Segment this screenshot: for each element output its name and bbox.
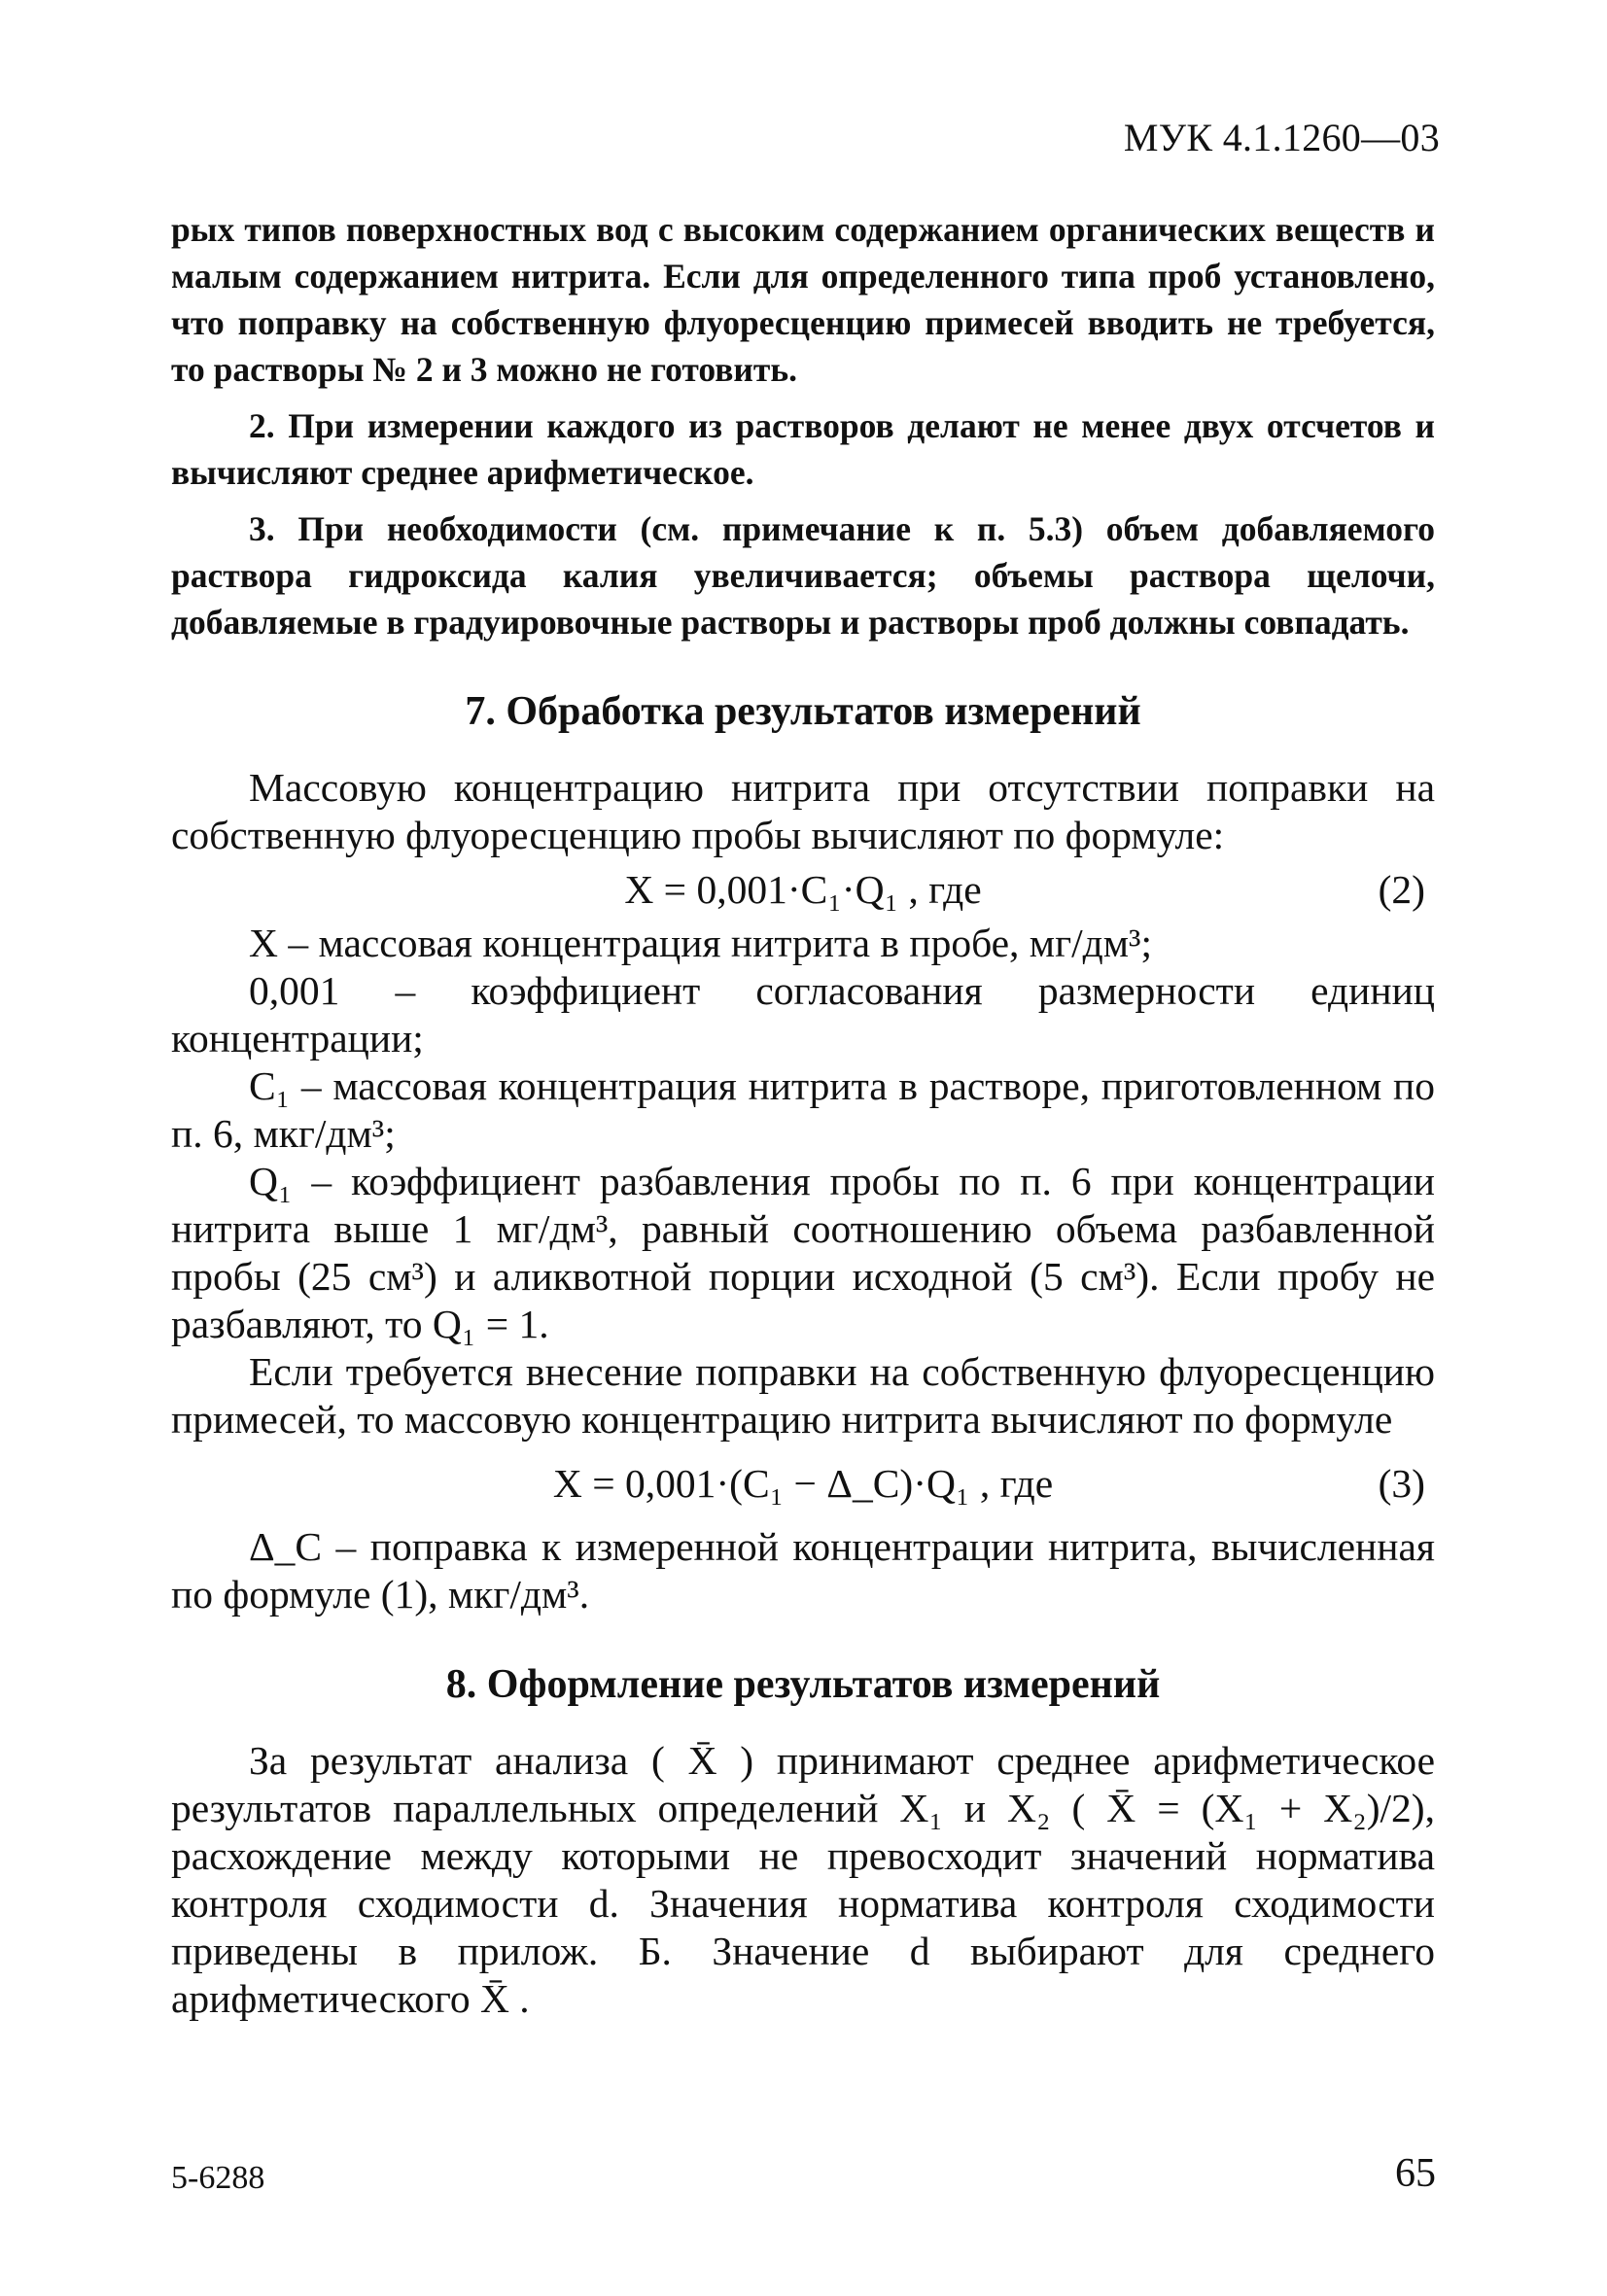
definition-q1: Q₁ – коэффициент разбавления пробы по п. 6 при концентрации нитрита выше 1 мг/дм³, равный соотношению объема разбавленной пробы (25 см³) и аликвотной порции исходной (5 см³). Если пробу не разбавляют, то Q₁ = 1. (171, 1159, 1435, 1346)
definition-delta: Δ_C – поправка к измеренной концентрации нитрита, вычисленная по формуле (1), мкг/дм³. (171, 1524, 1435, 1617)
note-3: 3. При необходимости (см. примечание к п. 5.3) объем добавляемого раствора гидроксида калия увеличивается; объемы раствора щелочи, добавляемые в градуировочные растворы и растворы проб должны совпадать. (171, 509, 1435, 642)
correction-intro: Если требуется внесение поправки на собственную флуоресценцию примесей, то массовую концентрацию нитрита вычисляют по формуле (171, 1349, 1435, 1442)
formula-2-row (171, 859, 1435, 920)
definition-c1: C₁ – массовая концентрация нитрита в растворе, приготовленном по п. 6, мкг/дм³; (171, 1063, 1435, 1156)
definition-x: X – массовая концентрация нитрита в пробе, мг/дм³; (249, 921, 1152, 965)
formula-3-row (171, 1453, 1435, 1513)
document-body (171, 206, 1435, 2023)
definition-coefficient: 0,001 – коэффициент согласования размерности единиц концентрации; (171, 968, 1435, 1061)
formula-3: X = 0,001·(C₁ − Δ_C)·Q₁ , где (552, 1461, 1054, 1506)
section-7-intro: Массовую концентрацию нитрита при отсутствии поправки на собственную флуоресценцию пробы вычисляют по формуле: (171, 765, 1435, 857)
section-8-title: 8. Оформление результатов измерений (445, 1662, 1161, 1707)
formula-2: X = 0,001·C₁·Q₁ , где (624, 867, 982, 912)
print-code: 5-6288 (171, 2160, 265, 2196)
note-2: 2. При измерении каждого из растворов делают не менее двух отсчетов и вычисляют среднее арифметическое. (171, 406, 1435, 492)
document-code: МУК 4.1.1260—03 (1123, 116, 1440, 159)
formula-2-number: (2) (1378, 867, 1425, 912)
page-number: 65 (1395, 2151, 1436, 2196)
formula-3-number: (3) (1378, 1461, 1425, 1506)
section-8-text: За результат анализа ( X̄ ) принимают среднее арифметическое результатов параллельных определений X₁ и X₂ ( X̄ = (X₁ + X₂)/2), расхождение между которыми не превосходит значений норматива контроля сходимости d. Значения норматива контроля сходимости приведены в прилож. Б. Значение d выбирают для среднего арифметического X̄ . (171, 1738, 1435, 2021)
note-continuation: рых типов поверхностных вод с высоким содержанием органических веществ и малым содержанием нитрита. Если для определенного типа проб установлено, что поправку на собственную флуоресценцию примесей вводить не требуется, то растворы № 2 и 3 можно не готовить. (171, 210, 1435, 389)
section-7-title: 7. Обработка результатов измерений (465, 689, 1141, 734)
